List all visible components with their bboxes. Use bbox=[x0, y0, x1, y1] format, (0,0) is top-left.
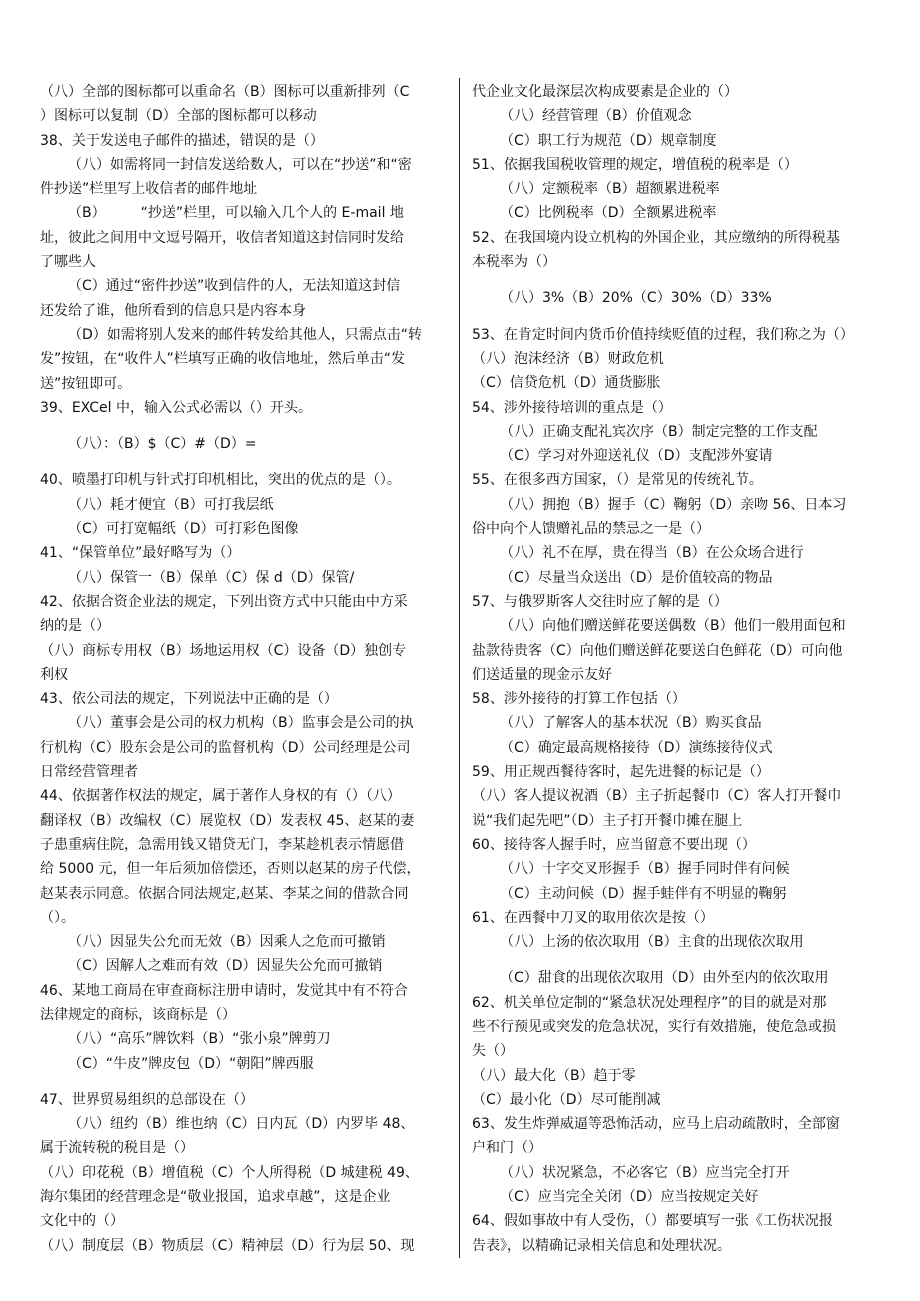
text-line: （）。 bbox=[40, 909, 75, 926]
text-line: （八）全部的图标都可以重命名（B）图标可以重新排列（C bbox=[40, 84, 410, 100]
text-line: 给 5000 元，但一年后须加倍偿还，否则以赵某的房子代偿， bbox=[40, 861, 421, 878]
text-line: （八）上汤的依次取用（B）主食的出现依次取用 bbox=[500, 934, 804, 951]
text-line: 法律规定的商标，该商标是（） bbox=[40, 1006, 236, 1023]
text-line: 40、喷墨打印机与针式打印机相比，突出的优点的是（）。 bbox=[40, 472, 401, 489]
text-line: 62、机关单位定制的“紧急状况处理程序”的目的就是对那 bbox=[472, 994, 827, 1011]
text-line: 纳的是（） bbox=[40, 618, 110, 635]
blank-spacer bbox=[472, 311, 892, 323]
text-line: 行机构（C）股东会是公司的监督机构（D）公司经理是公司 bbox=[40, 739, 411, 756]
text-line: 还发给了谁，他所看到的信息只是内容本身 bbox=[40, 302, 306, 319]
text-line: （八）十字交叉形握手（B）握手同时伴有问候 bbox=[500, 861, 790, 878]
text-line: 44、依据著作权法的规定，属于著作人身权的有（）（八） bbox=[40, 788, 401, 805]
text-line: 59、用正规西餐待客时，起先进餐的标记是（） bbox=[472, 764, 770, 781]
text-line: 失（） bbox=[472, 1043, 514, 1060]
text-line: 58、涉外接待的打算工作包括（） bbox=[472, 691, 686, 708]
text-line: 赵某表示同意。依据合同法规定,赵某、李某之间的借款合同 bbox=[40, 885, 409, 902]
text-line: 57、与俄罗斯客人交往时应了解的是（） bbox=[472, 593, 728, 610]
text-line: （八）正确支配礼宾次序（B）制定完整的工作支配 bbox=[500, 423, 818, 440]
text-line: 54、涉外接待培训的重点是（） bbox=[472, 399, 672, 416]
text-line: 代企业文化最深层次构成要素是企业的（） bbox=[472, 84, 738, 100]
text-line: 42、依据合资企业法的规定，下列出资方式中只能由中方采 bbox=[40, 593, 408, 610]
text-line: （八）纽约（B）维也纳（C）日内瓦（D）内罗毕 48、 bbox=[68, 1116, 415, 1133]
text-line: 41、“保管单位”最好略写为（） bbox=[40, 545, 241, 562]
text-line: （C）主动问候（D）握手蛙伴有不明显的鞠躬 bbox=[500, 885, 787, 902]
text-line: （八）“高乐”牌饮料（B）“张小泉”牌剪刀 bbox=[68, 1031, 331, 1048]
text-line: 43、依公司法的规定，下列说法中正确的是（） bbox=[40, 691, 338, 708]
text-line: 海尔集团的经营理念是“敬业报国，追求卓越”，这是企业 bbox=[40, 1189, 391, 1206]
text-line: （C）因解人之难而有效（D）因显失公允而可撤销 bbox=[68, 958, 383, 975]
text-line: （八）保管一（B）保单（C）保 d（D）保管/ bbox=[68, 569, 355, 586]
blank-spacer bbox=[40, 420, 450, 432]
text-line: 告表》，以精确记录相关信息和处理状况。 bbox=[472, 1237, 731, 1254]
text-line: 64、假如事故中有人受伤，（）都要填写一张《工伤状况报 bbox=[472, 1213, 833, 1230]
text-line: （D）如需将别人发来的邮件转发给其他人，只需点击“转 bbox=[68, 326, 423, 343]
text-line: （八）印花税（B）增值税（C）个人所得税（D 城建税 49、 bbox=[40, 1164, 419, 1181]
text-line: 53、在肯定时间内货币价值持续贬值的过程，我们称之为（） bbox=[472, 326, 854, 343]
text-line: 盐款待贵客（C）向他们赠送鲜花要送白色鲜花（D）可向他 bbox=[472, 642, 843, 659]
text-line: （C）“牛皮”牌皮包（D）“朝阳”牌西服 bbox=[68, 1055, 314, 1072]
text-line: （C）应当完全关闭（D）应当按规定关好 bbox=[500, 1189, 759, 1206]
text-line: （B） “抄送”栏里，可以输入几个人的 E-mail 地 bbox=[68, 205, 404, 222]
text-line: （C）确定最高规格接待（D）演练接待仪式 bbox=[500, 739, 773, 756]
text-line: 63、发生炸弹威逼等恐怖活动，应马上启动疏散时，全部窗 bbox=[472, 1116, 840, 1133]
text-line: 子患重病住院，急需用钱又错贷无门，李某趁机表示情愿借 bbox=[40, 836, 404, 853]
text-line: 们送适量的现金示友好 bbox=[472, 666, 612, 683]
text-line: 些不行预见或突发的危急状况，实行有效措施，使危急或损 bbox=[472, 1018, 836, 1035]
text-line: 属于流转税的税目是（） bbox=[40, 1140, 194, 1157]
text-line: 文化中的（） bbox=[40, 1213, 124, 1230]
text-line: （八）耗才便宜（B）可打我层纸 bbox=[68, 496, 274, 513]
text-line: 52、在我国境内设立机构的外国企业，其应缴纳的所得税基 bbox=[472, 229, 840, 246]
text-line: 发”按钮，在“收件人”栏填写正确的收信地址，然后单击“发 bbox=[40, 351, 406, 368]
text-line: （八）如需将同一封信发送给数人，可以在“抄送”和“密 bbox=[68, 156, 412, 173]
text-line: （C）通过“密件抄送”收到信件的人，无法知道这封信 bbox=[68, 278, 401, 295]
text-line: （八）拥抱（B）握手（C）鞠躬（D）亲吻 56、日本习 bbox=[500, 496, 847, 513]
blank-spacer bbox=[40, 1076, 450, 1088]
text-line: （C）信贷危机（D）通货膨胀 bbox=[472, 375, 661, 392]
text-line: （八）客人提议祝酒（B）主子折起餐巾（C）客人打开餐巾 bbox=[472, 788, 842, 805]
blank-spacer bbox=[40, 456, 450, 468]
text-line: 本税率为（） bbox=[472, 254, 556, 271]
text-line: 51、依据我国税收管理的规定，增值税的税率是（） bbox=[472, 156, 798, 173]
text-line: （八）礼不在厚，贵在得当（B）在公众场合进行 bbox=[500, 545, 804, 562]
text-line: （C）学习对外迎送礼仪（D）支配涉外宴请 bbox=[500, 448, 773, 465]
left-text-column bbox=[40, 80, 450, 1258]
blank-spacer bbox=[472, 274, 892, 286]
text-line: （八）最大化（B）趋于零 bbox=[472, 1067, 636, 1084]
text-line: （八）状况紧急，不必客它（B）应当完全打开 bbox=[500, 1164, 790, 1181]
text-line: 户和门（） bbox=[472, 1140, 542, 1157]
text-line: （八）经营管理（B）价值观念 bbox=[500, 108, 692, 125]
text-line: 38、关于发送电子邮件的描述，错误的是（） bbox=[40, 132, 324, 149]
text-line: （八）了解客人的基本状况（B）购买食品 bbox=[500, 715, 762, 732]
text-line: （八）向他们赠送鲜花要送偶数（B）他们一般用面包和 bbox=[500, 618, 846, 635]
text-line: 俗中向个人馈赠礼品的禁忌之一是（） bbox=[472, 521, 710, 538]
text-line: （C）最小化（D）尽可能削减 bbox=[472, 1091, 661, 1108]
text-line: 47、世界贸易组织的总部设在（） bbox=[40, 1091, 254, 1108]
text-line: 55、在很多西方国家，（）是常见的传统礼节。 bbox=[472, 472, 763, 489]
text-line: 46、某地工商局在审查商标注册申请时，发觉其中有不符合 bbox=[40, 982, 408, 999]
text-line: （C）尽量当众送出（D）是价值较高的物品 bbox=[500, 569, 773, 586]
text-line: （C）比例税率（D）全额累进税率 bbox=[500, 205, 717, 222]
text-line: （八）商标专用权（B）场地运用权（C）设备（D）独创专 bbox=[40, 642, 407, 659]
text-line: 了哪些人 bbox=[40, 254, 96, 271]
text-line: （C）职工行为规范（D）规章制度 bbox=[500, 132, 717, 149]
text-line: （八）3%（B）20%（C）30%（D）33% bbox=[500, 290, 772, 307]
text-line: （八）因显失公允而无效（B）因乘人之危而可撤销 bbox=[68, 934, 386, 951]
text-line: （八）泡沫经济（B）财政危机 bbox=[472, 350, 664, 367]
text-line: 址，彼此之间用中文逗号隔开，收信者知道这封信同时发给 bbox=[40, 229, 404, 246]
text-line: （C）可打宽幅纸（D）可打彩色图像 bbox=[68, 521, 299, 538]
text-line: 39、EXCel 中，输入公式必需以（）开头。 bbox=[40, 399, 312, 416]
text-line: 61、在西餐中刀叉的取用依次是按（） bbox=[472, 909, 714, 926]
right-text-column bbox=[472, 80, 892, 1258]
text-line: （八）制度层（B）物质层（C）精神层（D）行为层 50、现 bbox=[40, 1237, 415, 1254]
text-line: 60、接待客人握手时，应当留意不要出现（） bbox=[472, 836, 756, 853]
column-divider bbox=[459, 78, 460, 1258]
text-line: ）图标可以复制（D）全部的图标都可以移动 bbox=[40, 108, 317, 125]
text-line: （八）：（B）$（C）#（D）= bbox=[68, 436, 257, 453]
text-line: （八）定额税率（B）超额累进税率 bbox=[500, 181, 720, 198]
text-line: 送”按钮即可。 bbox=[40, 375, 132, 392]
text-line: （八）董事会是公司的权力机构（B）监事会是公司的执 bbox=[68, 715, 414, 732]
blank-spacer bbox=[472, 954, 892, 966]
text-line: 说“我们起先吧”（D）主子打开餐巾摊在腿上 bbox=[472, 812, 743, 829]
text-line: （C）甜食的出现依次取用（D）由外至内的依次取用 bbox=[500, 970, 829, 987]
text-line: 利权 bbox=[40, 666, 68, 683]
text-line: 件抄送”栏里写上收信者的邮件地址 bbox=[40, 181, 258, 198]
text-line: 日常经营管理者 bbox=[40, 764, 138, 781]
text-line: 翻译权（B）改编权（C）展览权（D）发表权 45、赵某的妻 bbox=[40, 812, 415, 829]
